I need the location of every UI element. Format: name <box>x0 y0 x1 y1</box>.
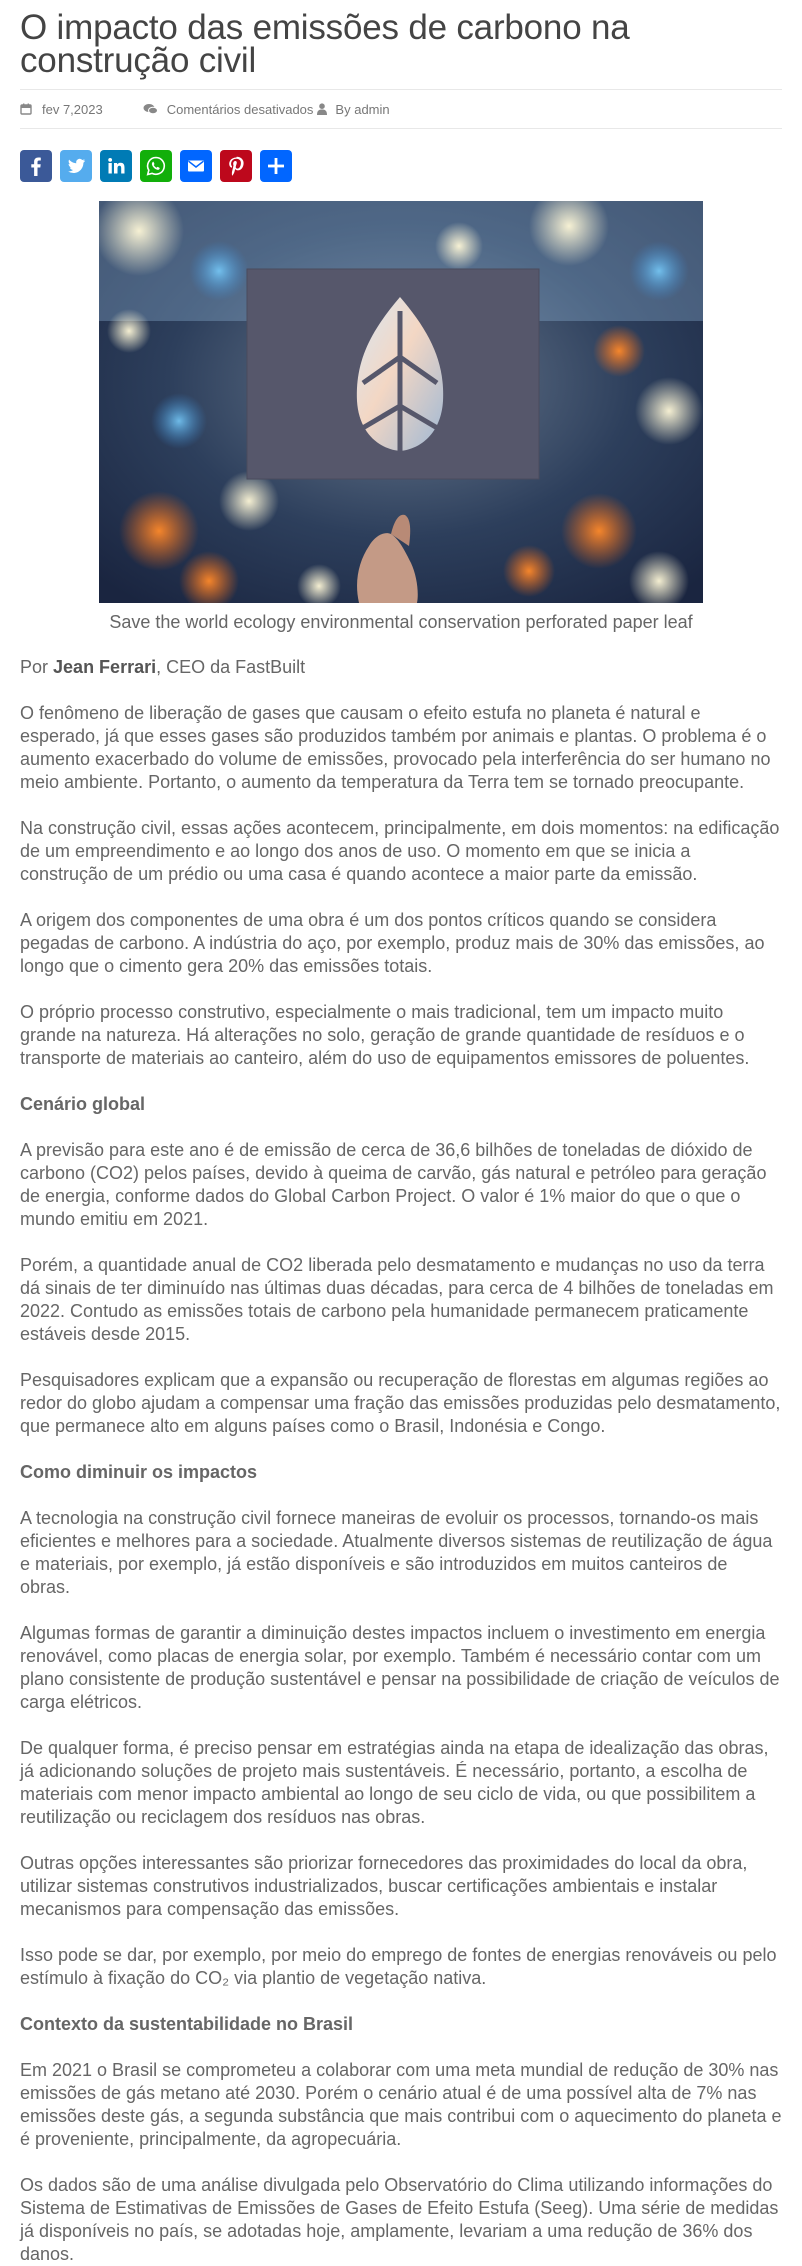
pinterest-share-button[interactable] <box>220 150 252 182</box>
author-link[interactable]: admin <box>354 101 390 117</box>
paragraph: Em 2021 o Brasil se comprometeu a colaborar com uma meta mundial de redução de 30% nas emissões de gás metano até 2030. Porém o cenário atual é de uma possível alta de 7% nas emissões deste gás, a segunda substância que mais contribui com o aquecimento do planeta e é proveniente, principalmente, da agropecuária. <box>20 2060 782 2149</box>
article-title: O impacto das emissões de carbono na construção civil <box>20 8 630 80</box>
pinterest-icon <box>225 155 247 177</box>
addtoany-share-button[interactable] <box>260 150 292 182</box>
whatsapp-icon <box>145 155 167 177</box>
whatsapp-share-button[interactable] <box>140 150 172 182</box>
section-heading-brasil: Contexto da sustentabilidade no Brasil <box>20 2014 354 2034</box>
post-meta <box>20 89 782 129</box>
paragraph: O fenômeno de liberação de gases que causam o efeito estufa no planeta é natural e esperado, já que esses gases são produzidos também por animais e plantas. O problema é o aumento exacerbado do volume de emissões, provocado pela interferência do ser humano no meio ambiente. Portanto, o aumento da temperatura da Terra tem se tornado preocupante. <box>20 703 771 792</box>
email-share-button[interactable] <box>180 150 212 182</box>
featured-figure <box>20 201 782 633</box>
leaf-paper-cutout-icon <box>99 201 703 603</box>
comments-icon <box>143 103 159 115</box>
comments-status: Comentários desativados <box>166 101 314 117</box>
paragraph: Na construção civil, essas ações acontecem, principalmente, em dois momentos: na edificação de um empreendimento e ao longo dos anos de uso. O momento em que se inicia a construção de um prédio ou uma casa é quando acontece a maior parte da emissão. <box>20 818 780 884</box>
image-caption: Save the world ecology environmental conservation perforated paper leaf <box>109 612 693 632</box>
post-comments <box>143 102 314 117</box>
twitter-share-button[interactable] <box>60 150 92 182</box>
author-prefix: By <box>335 101 351 117</box>
byline-role: , CEO da FastBuilt <box>156 657 306 677</box>
user-icon <box>317 103 328 115</box>
byline <box>20 656 782 679</box>
paragraph: A origem dos componentes de uma obra é um dos pontos críticos quando se considera pegadas de carbono. A indústria do aço, por exemplo, produz mais de 30% das emissões, ao longo que o cimento gera 20% das emissões totais. <box>20 910 765 976</box>
byline-prefix: Por <box>20 657 49 677</box>
featured-image <box>99 201 703 603</box>
paragraph: De qualquer forma, é preciso pensar em estratégias ainda na etapa de idealização das obras, já adicionando soluções de projeto mais sustentáveis. É necessário, portanto, a escolha de materiais com menor impacto ambiental ao longo de seu ciclo de vida, ou que possibilitem a reutilização ou reciclagem dos resíduos nas obras. <box>20 1738 769 1827</box>
paragraph: Algumas formas de garantir a diminuição destes impactos incluem o investimento em energia renovável, como placas de energia solar, por exemplo. Também é necessário contar com um plano consistente de produção sustentável e pensar na possibilidade de criação de veículos de carga elétricos. <box>20 1623 780 1712</box>
paragraph: Os dados são de uma análise divulgada pelo Observatório do Clima utilizando informações do Sistema de Estimativas de Emissões de Gases de Efeito Estufa (Seeg). Uma série de medidas já disponíveis no país, se adotadas hoje, amplamente, levariam a uma redução de 36% dos danos. <box>20 2175 779 2264</box>
linkedin-icon <box>105 155 127 177</box>
byline-name: Jean Ferrari <box>53 657 157 677</box>
paragraph: Porém, a quantidade anual de CO2 liberada pelo desmatamento e mudanças no uso da terra dá sinais de ter diminuído nas últimas duas décadas, para cerca de 4 bilhões de toneladas em 2022. Contudo as emissões totais de carbono pela humanidade permanecem praticamente estáveis desde 2015. <box>20 1255 774 1344</box>
paragraph: Outras opções interessantes são priorizar fornecedores das proximidades do local da obra, utilizar sistemas construtivos industrializados, buscar certificações ambientais e instalar mecanismos para compensação das emissões. <box>20 1853 748 1919</box>
post-author <box>317 102 389 117</box>
paragraph: Pesquisadores explicam que a expansão ou recuperação de florestas em algumas regiões ao redor do globo ajudam a compensar uma fração das emissões produzidas pelo desmatamento, que permanece alto em alguns países como o Brasil, Indonésia e Congo. <box>20 1370 781 1436</box>
paragraph: Isso pode se dar, por exemplo, por meio do emprego de fontes de energias renováveis ou pelo estímulo à fixação do CO₂ via plantio de vegetação nativa. <box>20 1945 777 1988</box>
plus-icon <box>265 155 287 177</box>
paragraph: A previsão para este ano é de emissão de cerca de 36,6 bilhões de toneladas de dióxido de carbono (CO2) pelos países, devido à queima de carvão, gás natural e petróleo para geração de energia, conforme dados do Global Carbon Project. O valor é 1% maior do que o que o mundo emitiu em 2021. <box>20 1140 767 1229</box>
calendar-icon <box>20 103 34 115</box>
article-body <box>20 656 782 2266</box>
linkedin-share-button[interactable] <box>100 150 132 182</box>
section-heading-reduce: Como diminuir os impactos <box>20 1462 258 1482</box>
post-date <box>20 102 103 117</box>
paragraph: A tecnologia na construção civil fornece maneiras de evoluir os processos, tornando-os mais eficientes e melhores para a sociedade. Atualmente diversos sistemas de reutilização de água e materiais, por exemplo, já estão disponíveis e são introduzidos em muitos canteiros de obras. <box>20 1508 773 1597</box>
post-date-link[interactable]: fev 7,2023 <box>42 101 103 117</box>
share-buttons <box>20 150 782 182</box>
twitter-icon <box>65 155 87 177</box>
section-heading-global: Cenário global <box>20 1094 146 1114</box>
email-icon <box>185 155 207 177</box>
facebook-icon <box>25 155 47 177</box>
facebook-share-button[interactable] <box>20 150 52 182</box>
paragraph: O próprio processo construtivo, especialmente o mais tradicional, tem um impacto muito grande na natureza. Há alterações no solo, geração de grande quantidade de resíduos e o transporte de materiais ao canteiro, além do uso de equipamentos emissores de poluentes. <box>20 1002 750 1068</box>
